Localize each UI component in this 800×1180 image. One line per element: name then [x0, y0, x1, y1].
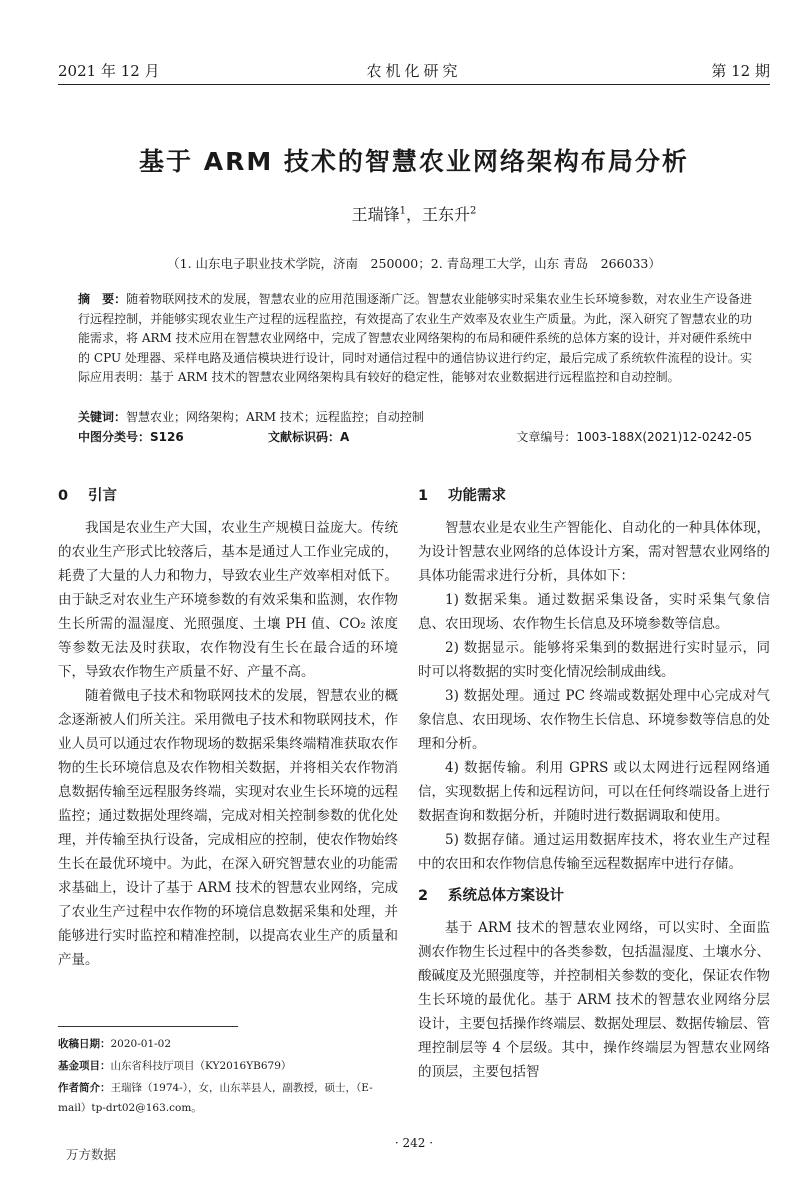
document-code: 文献标识码：A: [268, 430, 350, 444]
right-column: [418, 484, 770, 1084]
abstract-text: 随着物联网技术的发展，智慧农业的应用范围逐渐广泛。智慧农业能够实时采集农业生长环境参数，对农业生产设备进行远程控制，并能够实现农业生产过程的远程监控，有效提高了农业生产效率及农业生产质量。为此，深入研究了智慧农业的功能需求，将 ARM 技术应用在智慧农业网络中，完成了智慧农业网络架构的布局和硬件系统的总体方案的设计，并对硬件系统中的 CPU 处理器、采样电路及通信模块进行设计，同时对通信过程中的通信协议进行约定，最后完成了系统软件流程的设计。实际应用表明：基于 ARM 技术的智慧农业网络架构具有较好的稳定性，能够对农业数据进行远程监控和自动控制。: [78, 292, 752, 384]
running-header: [58, 60, 770, 86]
section-1-title: 功能需求: [448, 488, 506, 504]
page-number: · 242 ·: [394, 1136, 434, 1150]
requirement-item-1: 1) 数据采集。通过数据采集设备，实时采集气象信息、农田现场、农作物生长信息及环境参数等信息。: [418, 592, 770, 632]
footnote-received: [58, 1034, 398, 1054]
header-journal: 农机化研究: [366, 62, 462, 80]
header-issue: 第 12 期: [711, 62, 770, 80]
intro-paragraph-1: 我国是农业生产大国，农业生产规模日益庞大。传统的农业生产形式比较落后，基本是通过人工作业完成的，耗费了大量的人力和物力，导致农业生产效率相对低下。由于缺乏对农业生产环境参数的有效采集和监测，农作物生长所需的温湿度、光照强度、土壤 PH 值、CO₂ 浓度等参数无法及时获取，农作物没有生长在最合适的环境下，导致农作物生产质量不好、产量不高。: [58, 520, 398, 680]
requirement-item-5: 5) 数据存储。通过运用数据库技术，将农业生产过程中的农田和农作物信息传输至远程数据库中进行存储。: [418, 832, 770, 872]
section-2-number: 2: [418, 888, 429, 904]
requirement-item-4: 4) 数据传输。利用 GPRS 或以太网进行远程网络通信，实现数据上传和远程访问，可以在任何终端设备上进行数据查询和数据分析，并随时进行数据调取和使用。: [418, 760, 770, 824]
header-date: 2021 年 12 月: [58, 62, 160, 80]
section-2-heading: [418, 884, 770, 908]
article-number: 文章编号：1003-188X(2021)12-0242-05: [516, 430, 752, 444]
author-bio-text: 王瑞锋（1974-），女，山东莘县人，副教授，硕士，（E-mail）tp-drt02@163.com。: [58, 1082, 373, 1114]
author-1: 王瑞锋: [351, 205, 400, 224]
section-1-number: 1: [418, 488, 429, 504]
affiliation: （1. 山东电子职业技术学院，济南 250000；2. 青岛理工大学，山东 青岛 266033）: [167, 256, 661, 271]
author-2: 王东升: [422, 205, 471, 224]
footnote-rule: [58, 1026, 238, 1027]
section-0-number: 0: [58, 488, 69, 504]
keywords: [78, 408, 752, 425]
received-label: 收稿日期：: [58, 1038, 111, 1050]
fund-text: 山东省科技厅项目（KY2016YB679）: [110, 1060, 292, 1072]
section-1-heading: [418, 484, 770, 508]
section-2-title: 系统总体方案设计: [448, 888, 564, 904]
paper-title: 基于 ARM 技术的智慧农业网络架构布局分析: [139, 147, 689, 176]
author-line: [58, 202, 770, 225]
system-design-paragraph: 基于 ARM 技术的智慧农业网络，可以实时、全面监测农作物生长过程中的各类参数，包括温湿度、土壤水分、酸碱度及光照强度等，并控制相关参数的变化，保证农作物生长环境的最优化。基于 ARM 技术的智慧农业网络分层设计，主要包括操作终端层、数据处理层、数据传输层、管理控制层等 4 个层级。其中，操作终端层为智慧农业网络的顶层，主要包括智: [418, 920, 770, 1080]
author-1-affil: 1: [399, 205, 406, 217]
requirement-item-2: 2) 数据显示。能够将采集到的数据进行实时显示，同时可以将数据的实时变化情况绘制成曲线。: [418, 640, 770, 680]
fund-label: 基金项目：: [58, 1060, 111, 1072]
footnote-fund: [58, 1056, 398, 1076]
header-rule: [58, 84, 770, 85]
section-0-title: 引言: [88, 488, 117, 504]
clc-number: 中图分类号：S126: [78, 430, 184, 444]
author-2-affil: 2: [470, 205, 477, 217]
left-column: [58, 484, 398, 972]
author-bio-label: 作者简介：: [58, 1082, 111, 1094]
classification-line: [78, 428, 752, 448]
intro-paragraph-2: 随着微电子技术和物联网技术的发展，智慧农业的概念逐渐被人们所关注。采用微电子技术和物联网技术，作业人员可以通过农作物现场的数据采集终端精准获取农作物的生长环境信息及农作物相关数据，并将相关农作物消息数据传输至远程服务终端，实现对农业生长环境的远程监控；通过数据处理终端，完成对相关控制参数的优化处理，并传输至执行设备，完成相应的控制，使农作物始终生长在最优环境中。为此，在深入研究智慧农业的功能需求基础上，设计了基于 ARM 技术的智慧农业网络，完成了农业生产过程中农作物的环境信息数据采集和处理，并能够进行实时监控和精准控制，以提高农业生产的质量和产量。: [58, 688, 398, 968]
author-separator: ，: [405, 205, 422, 224]
requirements-intro: 智慧农业是农业生产智能化、自动化的一种具体体现，为设计智慧农业网络的总体设计方案，需对智慧农业网络的具体功能需求进行分析，具体如下：: [418, 520, 770, 584]
keywords-label: 关键词：: [78, 410, 127, 424]
footnote-author: [58, 1078, 398, 1118]
abstract: [78, 290, 752, 388]
requirement-item-3: 3) 数据处理。通过 PC 终端或数据处理中心完成对气象信息、农田现场、农作物生长信息、环境参数等信息的处理和分析。: [418, 688, 770, 752]
received-date: 2020-01-02: [110, 1038, 172, 1050]
abstract-label: 摘 要：: [78, 292, 127, 306]
keywords-text: 智慧农业；网络架构；ARM 技术；远程监控；自动控制: [126, 410, 424, 424]
wanfang-watermark: 万方数据: [66, 1147, 117, 1162]
section-0-heading: [58, 484, 398, 508]
